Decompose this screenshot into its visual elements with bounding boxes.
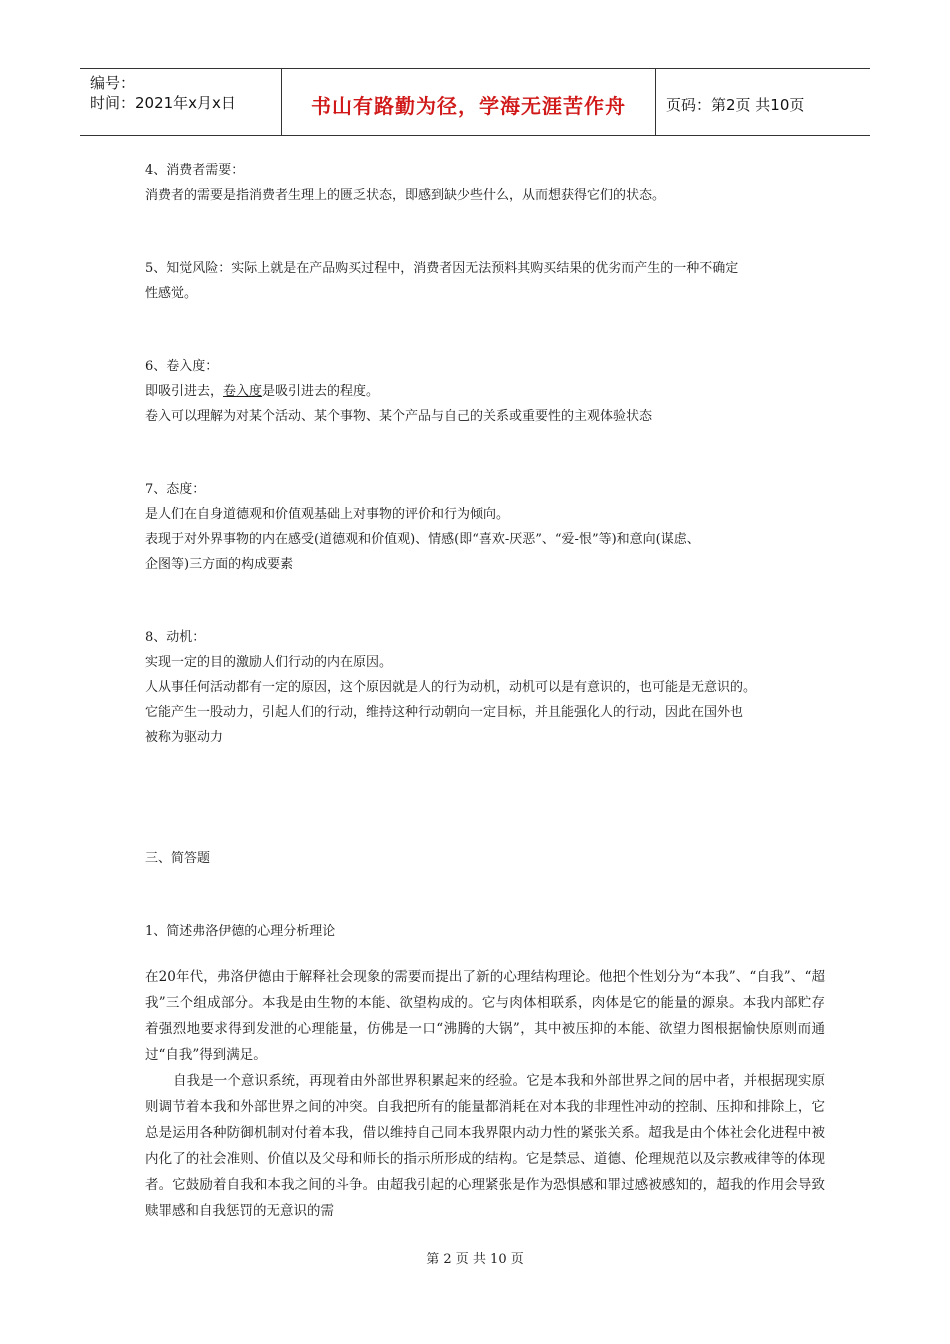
section-6-text-line1 bbox=[145, 379, 825, 404]
header-page-number: 页码：第2页 共10页 bbox=[666, 95, 805, 114]
section-5-text-line1: 5、知觉风险：实际上就是在产品购买过程中，消费者因无法预料其购买结果的优劣而产生的一种不确定 bbox=[145, 261, 739, 276]
header-meta bbox=[80, 69, 282, 135]
page-header bbox=[80, 68, 870, 136]
section-8-title: 8、动机： bbox=[145, 630, 206, 645]
section-6-text-line2: 卷入可以理解为对某个活动、某个事物、某个产品与自己的关系或重要性的主观体验状态 bbox=[145, 409, 653, 424]
section-5-text-line2: 性感觉。 bbox=[145, 286, 198, 301]
question-1-title: 1、简述弗洛伊德的心理分析理论 bbox=[145, 924, 336, 939]
question-1-paragraph-1: 在20年代，弗洛伊德由于解释社会现象的需要而提出了新的心理结构理论。他把个性划分为“本我”、“自我”、“超我”三个组成部分。本我是由生物的本能、欲望构成的。它与肉体相联系，肉体是它的能量的源泉。本我内部贮存着强烈地要求得到发泄的心理能量，仿佛是一口“沸腾的大锅”，其中被压抑的本能、欲望力图根据愉快原则而通过“自我”得到满足。 bbox=[145, 969, 825, 1063]
page-footer: 第 2 页 共 10 页 bbox=[426, 1252, 524, 1267]
section-7-title: 7、态度： bbox=[145, 482, 206, 497]
header-slogan: 书山有路勤为径，学海无涯苦作舟 bbox=[282, 69, 656, 135]
section-6-text-part-c: 是吸引进去的程度。 bbox=[262, 384, 380, 399]
section-6-title: 6、卷入度： bbox=[145, 359, 219, 374]
section-8-text-line3: 它能产生一股动力，引起人们的行动，维持这种行动朝向一定目标，并且能强化人的行动，因此在国外也 bbox=[145, 705, 744, 720]
section-7-text-line1: 是人们在自身道德观和价值观基础上对事物的评价和行为倾向。 bbox=[145, 507, 510, 522]
section-7-text-line2: 表现于对外界事物的内在感受(道德观和价值观)、情感(即“喜欢-厌恶”、“爱-恨”等)和意向(谋虑、 bbox=[145, 532, 700, 547]
document-body bbox=[145, 150, 825, 1224]
section-8-text-line1: 实现一定的目的激励人们行动的内在原因。 bbox=[145, 655, 393, 670]
section-8-text-line2: 人从事任何活动都有一定的原因，这个原因就是人的行为动机，动机可以是有意识的，也可能是无意识的。 bbox=[145, 680, 757, 695]
section-4-title: 4、消费者需要： bbox=[145, 163, 245, 178]
document-number-label: 编号： bbox=[90, 74, 136, 92]
section-8-text-line4: 被称为驱动力 bbox=[145, 730, 224, 745]
involvement-link[interactable]: 卷入度 bbox=[223, 384, 263, 399]
part-3-title: 三、简答题 bbox=[145, 851, 211, 866]
section-6-text-part-a: 即吸引进去， bbox=[145, 384, 224, 399]
document-time-label: 时间：2021年x月x日 bbox=[90, 94, 236, 112]
question-1-paragraph-2: 自我是一个意识系统，再现着由外部世界积累起来的经验。它是本我和外部世界之间的居中者，并根据现实原则调节着本我和外部世界之间的冲突。自我把所有的能量都消耗在对本我的非理性冲动的控制、压抑和排除上，它总是运用各种防御机制对付着本我，借以维持自己同本我界限内动力性的紧张关系。超我是由个体社会化进程中被内化了的社会准则、价值以及父母和师长的指示所形成的结构。它是禁忌、道德、伦理规范以及宗教戒律等的体现者。它鼓励着自我和本我之间的斗争。由超我引起的心理紧张是作为恐惧感和罪过感被感知的，超我的作用会导致赎罪感和自我惩罚的无意识的需 bbox=[145, 1073, 825, 1219]
section-4-text: 消费者的需要是指消费者生理上的匮乏状态，即感到缺少些什么，从而想获得它们的状态。 bbox=[145, 188, 666, 203]
section-7-text-line3: 企图等)三方面的构成要素 bbox=[145, 557, 294, 572]
